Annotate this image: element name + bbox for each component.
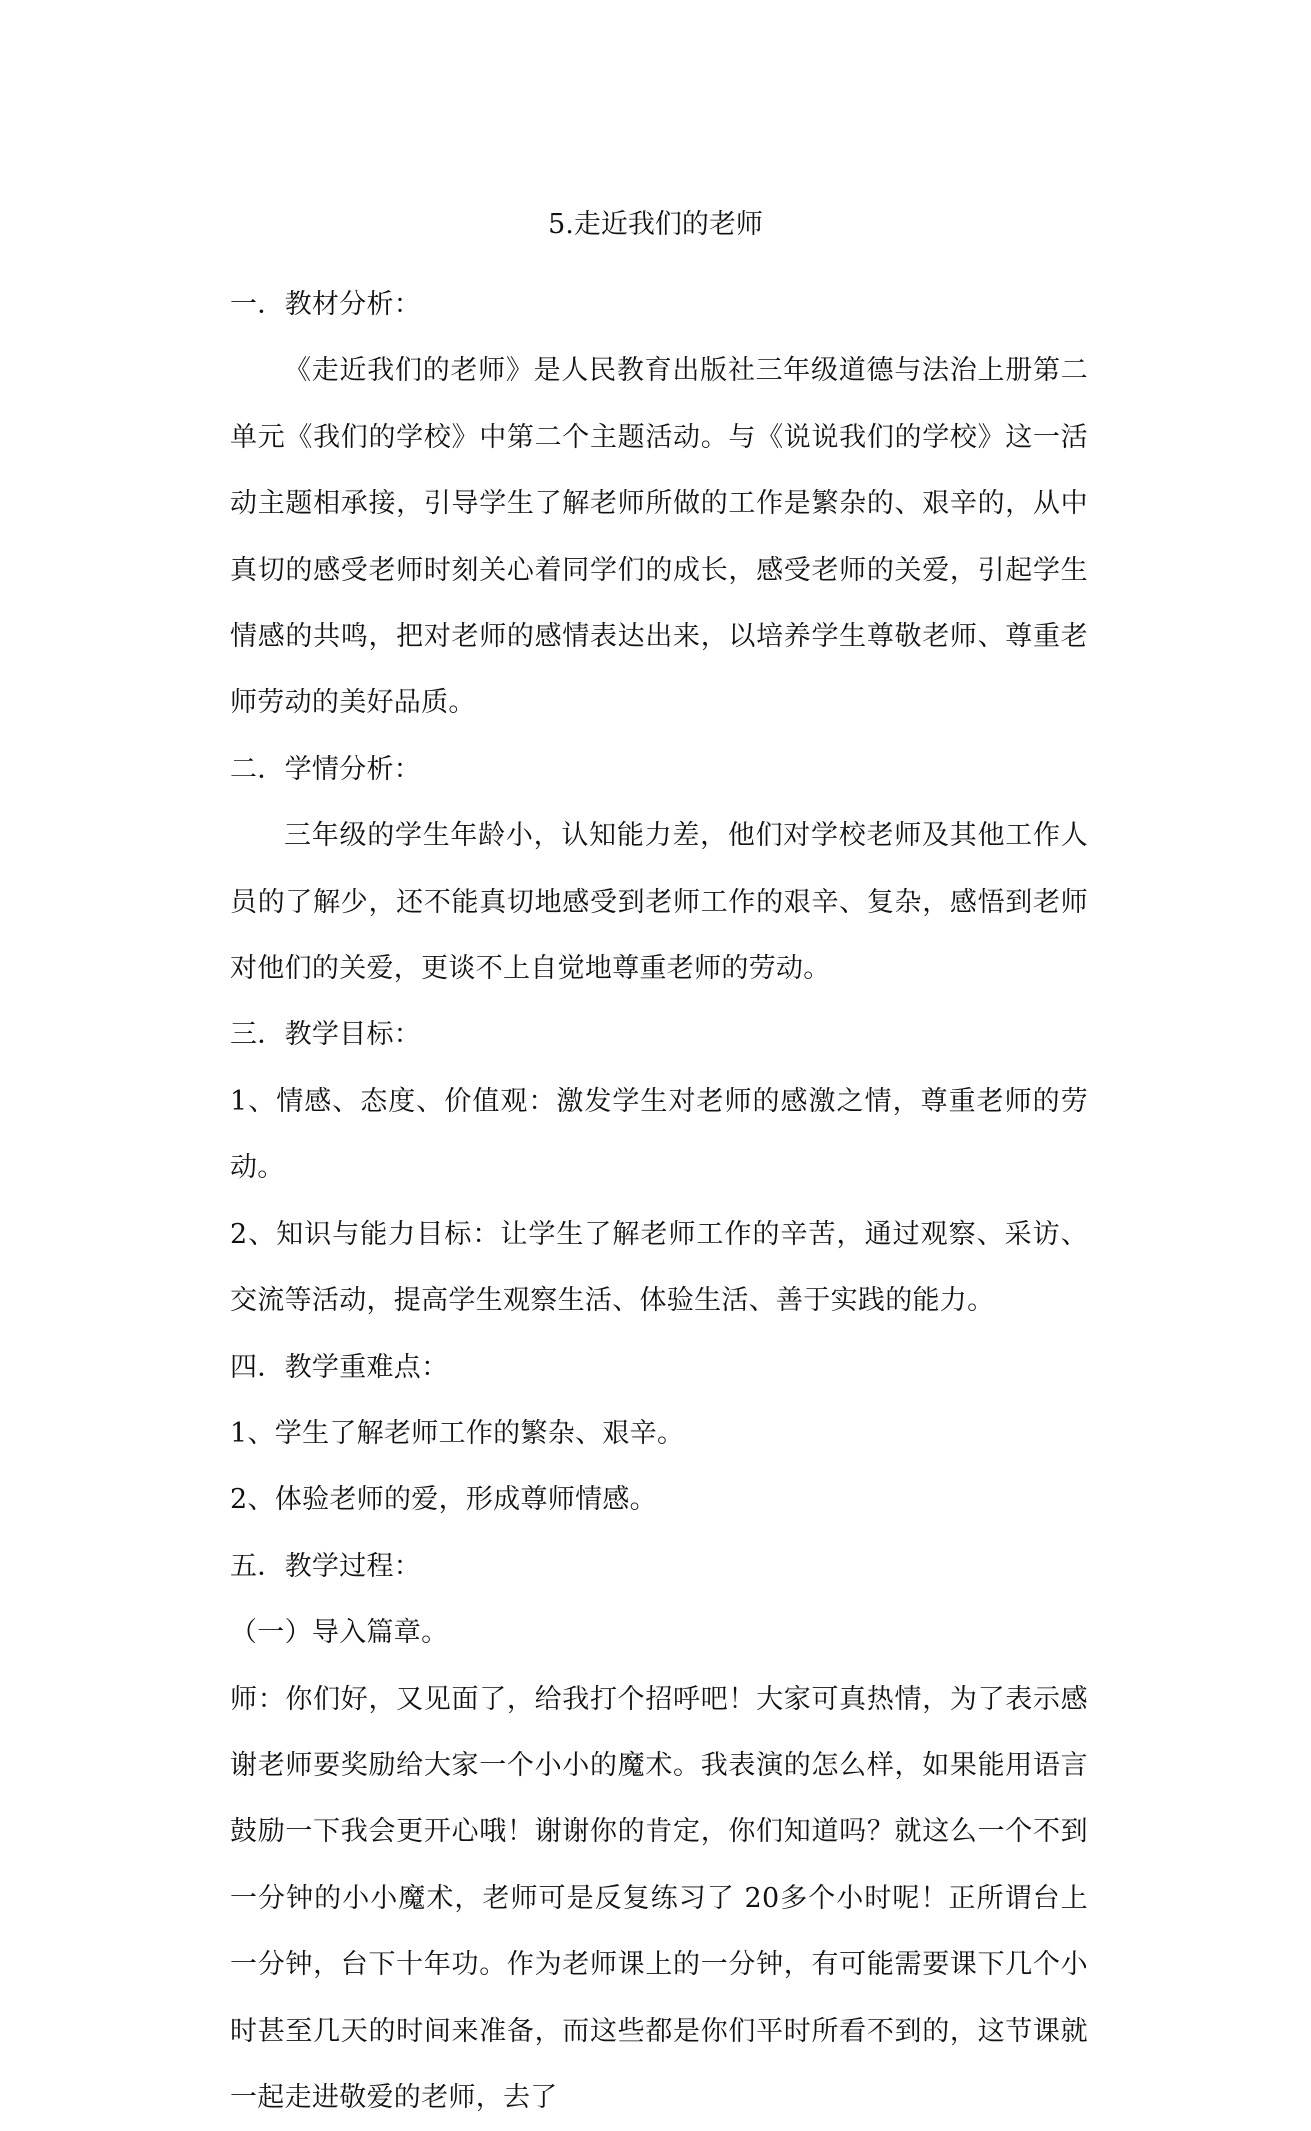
section-heading-textbook-analysis: 一．教材分析： [230, 289, 422, 320]
subsection-heading-introduction: （一）导入篇章。 [230, 1617, 449, 1649]
document-title: 5.走近我们的老师 [548, 209, 763, 240]
paragraph-textbook-analysis: 《走近我们的老师》是人民教育出版社三年级道德与法治上册第二单元《我们的学校》中第二个主题活动。与《说说我们的学校》这一活动主题相承接，引导学生了解老师所做的工作是繁杂的、艰辛的，从中真切的感受老师时刻关心着同学们的成长，感受老师的关爱，引起学生情感的共鸣，把对老师的感情表达出来，以培养学生尊敬老师、尊重老师劳动的美好品质。 [230, 355, 1088, 719]
section-heading-key-difficulties: 四．教学重难点： [230, 1351, 449, 1383]
section-heading-teaching-process: 五．教学过程： [230, 1550, 422, 1582]
document-body [230, 272, 1088, 2131]
section-heading-student-analysis: 二．学情分析： [230, 753, 422, 785]
section-heading-teaching-goals: 三．教学目标： [230, 1019, 422, 1051]
difficulty-item-2: 2、体验老师的爱，形成尊师情感。 [230, 1484, 657, 1516]
goal-item-1: 1、情感、态度、价值观：激发学生对老师的感激之情，尊重老师的劳动。 [230, 1085, 1088, 1184]
difficulty-item-1: 1、学生了解老师工作的繁杂、艰辛。 [230, 1417, 685, 1449]
paragraph-student-analysis: 三年级的学生年龄小，认知能力差，他们对学校老师及其他工作人员的了解少，还不能真切地感受到老师工作的艰辛、复杂，感悟到老师对他们的关爱，更谈不上自觉地尊重老师的劳动。 [230, 820, 1088, 985]
goal-item-2: 2、知识与能力目标：让学生了解老师工作的辛苦，通过观察、采访、交流等活动，提高学生观察生活、体验生活、善于实践的能力。 [230, 1218, 1088, 1317]
paragraph-teacher-dialogue: 师：你们好，又见面了，给我打个招呼吧！大家可真热情，为了表示感谢老师要奖励给大家一个小小的魔术。我表演的怎么样，如果能用语言鼓励一下我会更开心哦！谢谢你的肯定，你们知道吗？就这么一个不到一分钟的小小魔术，老师可是反复练习了 20多个小时呢！正所谓台上一分钟，台下十年功。作为老师课上的一分钟，有可能需要课下几个小时甚至几天的时间来准备，而这些都是你们平时所看不到的，这节课就一起走进敬爱的老师，去了 [230, 1683, 1088, 2113]
